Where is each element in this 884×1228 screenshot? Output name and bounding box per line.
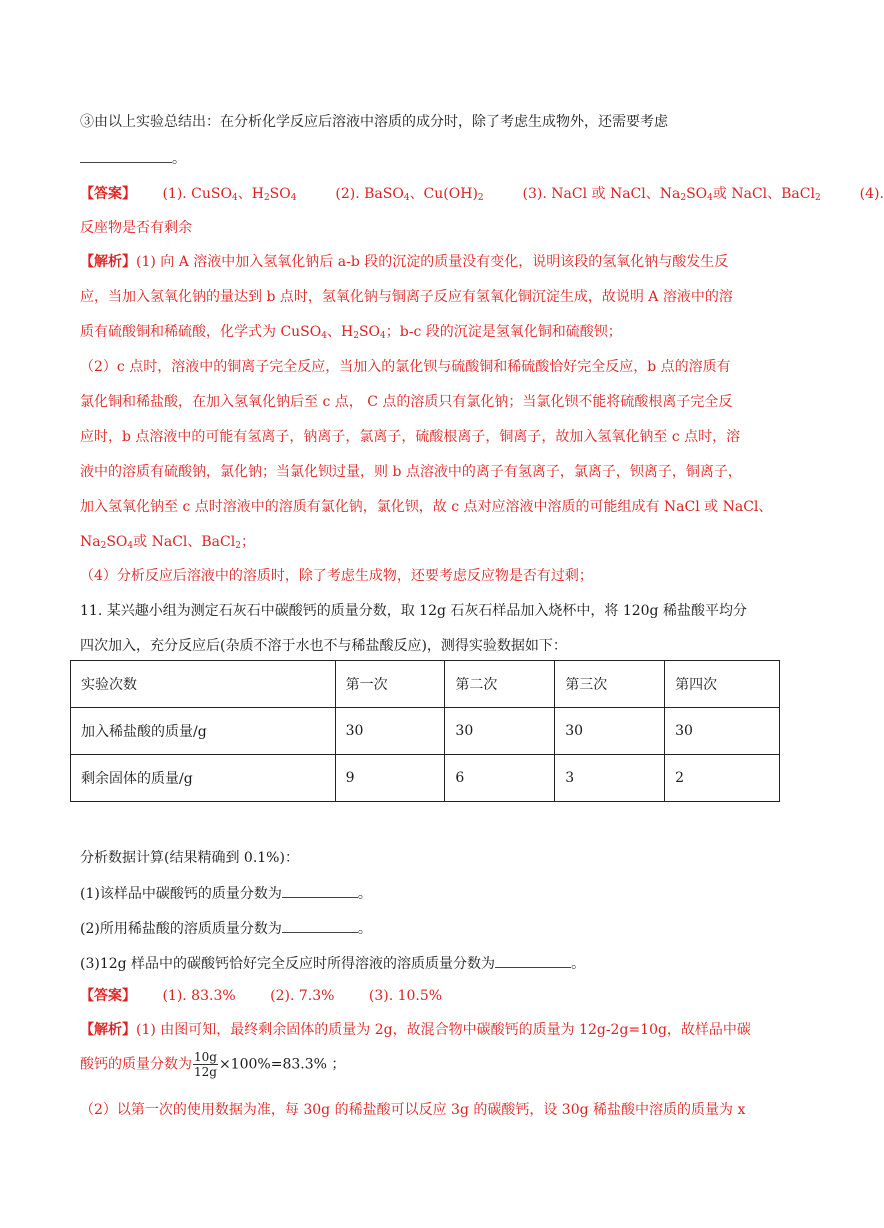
q10-conclusion-text [80,112,792,132]
q10-analysis-line-1: 【解析】(1) 向 A 溶液中加入氢氧化钠后 a-b 段的沉淀的质量没有变化，说明该段的氢氧化钠与酸发生反 [80,254,729,270]
table-cell: 3 [555,755,665,802]
experiment-data-table [70,660,780,802]
q11-analysis-line-2: 酸钙的质量分数为 $\frac{10g}{12g}$ ×100%=83.3% ； [80,1050,346,1079]
q10-analysis-line-5: 氯化铜和稀盐酸，在加入氢氧化钠后至 c 点， C 点的溶质只有氯化钠；当氯化钡不能将硫酸根离子完全反 [80,394,733,410]
q10-analysis-line-2: 应，当加入氢氧化钠的量达到 b 点时，氢氧化钠与铜离子反应有氢氧化铜沉淀生成，故说明 A 溶液中的溶 [80,289,733,305]
q11-question-line-2: 四次加入，充分反应后(杂质不溶于水也不与稀盐酸反应)，测得实验数据如下： [80,638,567,654]
q11-subquestion-2: (2)所用稀盐酸的溶质质量分数为 。 [80,918,792,939]
table-cell: 2 [665,755,780,802]
answer-blank [282,918,358,933]
table-header-cell: 第二次 [445,661,555,708]
table-row [71,755,780,802]
analysis-tag: 【解析】 [80,254,136,270]
q11-subquestion-1: (1)该样品中碳酸钙的质量分数为 。 [80,883,792,904]
q11-analysis-line-1: 【解析】(1) 由图可知，最终剩余固体的质量为 2g，故混合物中碳酸钙的质量为 12g-2g=10g，故样品中碳 [80,1022,751,1038]
table-header-cell: 第四次 [665,661,780,708]
q10-answer-line-2: 反座物是否有剩余 [80,220,192,236]
table-row [71,708,780,755]
table-cell: 加入稀盐酸的质量/g [71,708,336,755]
q10-conclusion-blank-line: 。 [80,148,792,169]
q10-answer-line: 【答案】 (1). CuSO$_4$、$H_2SO_4$ (2). BaSO$_4$、$Cu(OH)_2$ (3). NaCl 或 NaCl、$Na_2SO_4$或 NaCl、BaCl$_2$ (4). [80,186,884,203]
table-cell: 6 [445,755,555,802]
q11-question-line-1: 11. 某兴趣小组为测定石灰石中碳酸钙的质量分数，取 12g 石灰石样品加入烧杯中，将 120g 稀盐酸平均分 [80,603,747,619]
answer-blank [282,883,358,898]
table-cell: 30 [555,708,665,755]
answer-blank [495,953,571,968]
table-cell: 30 [335,708,445,755]
table-header-row [71,661,780,708]
table-header-cell: 实验次数 [71,661,336,708]
q11-analysis-line-3: （2）以第一次的使用数据为准，每 30g 的稀盐酸可以反应 3g 的碳酸钙，设 30g 稀盐酸中溶质的质量为 x [80,1102,746,1118]
q11-answer-line: 【答案】 (1). 83.3% (2). 7.3% (3). 10.5% [80,988,443,1004]
q10-conclusion-line: ③由以上实验总结出：在分析化学反应后溶液中溶质的成分时，除了考虑生成物外，还需要考虑 [80,114,668,130]
answer-tag: 【答案】 [80,988,136,1004]
q10-analysis-line-10: （4）分析反应后溶液中的溶质时，除了考虑生成物，还要考虑反应物是否有过剩； [80,568,593,584]
q10-analysis-line-4: （2）c 点时，溶液中的铜离子完全反应，当加入的氯化钡与硫酸铜和稀硫酸恰好完全反应，b 点的溶质有 [80,359,731,375]
table-cell: 30 [665,708,780,755]
table-cell: 30 [445,708,555,755]
table-header-cell: 第一次 [335,661,445,708]
q11-calc-intro: 分析数据计算(结果精确到 0.1%)： [80,850,299,866]
fraction: $\frac{10g}{12g}$ [194,1050,217,1079]
table-cell: 剩余固体的质量/g [71,755,336,802]
q10-analysis-line-6: 应时，b 点溶液中的可能有氢离子，钠离子，氯离子，硫酸根离子，铜离子，故加入氢氧化钠至 c 点时，溶 [80,429,741,445]
answer-blank [80,148,172,163]
q10-analysis-line-3: 质有硫酸铜和稀硫酸，化学式为 CuSO$_4$、$H_2SO_4$；b-c 段的沉淀是氢氧化铜和硫酸钡； [80,324,622,341]
analysis-tag: 【解析】 [80,1022,136,1038]
q10-analysis-line-9: $Na_2SO_4$或 NaCl、BaCl$_2$； [80,534,255,551]
answer-tag: 【答案】 [80,186,136,202]
q10-analysis-line-8: 加入氢氧化钠至 c 点时溶液中的溶质有氯化钠，氯化钡，故 c 点对应溶液中溶质的可能组成有 NaCl 或 NaCl、 [80,499,773,515]
table-cell: 9 [335,755,445,802]
table-header-cell: 第三次 [555,661,665,708]
q10-analysis-line-7: 液中的溶质有硫酸钠，氯化钠；当氯化钡过量，则 b 点溶液中的离子有氢离子，氯离子，钡离子，铜离子， [80,464,742,480]
q11-subquestion-3: (3)12g 样品中的碳酸钙恰好完全反应时所得溶液的溶质质量分数为 。 [80,953,792,974]
